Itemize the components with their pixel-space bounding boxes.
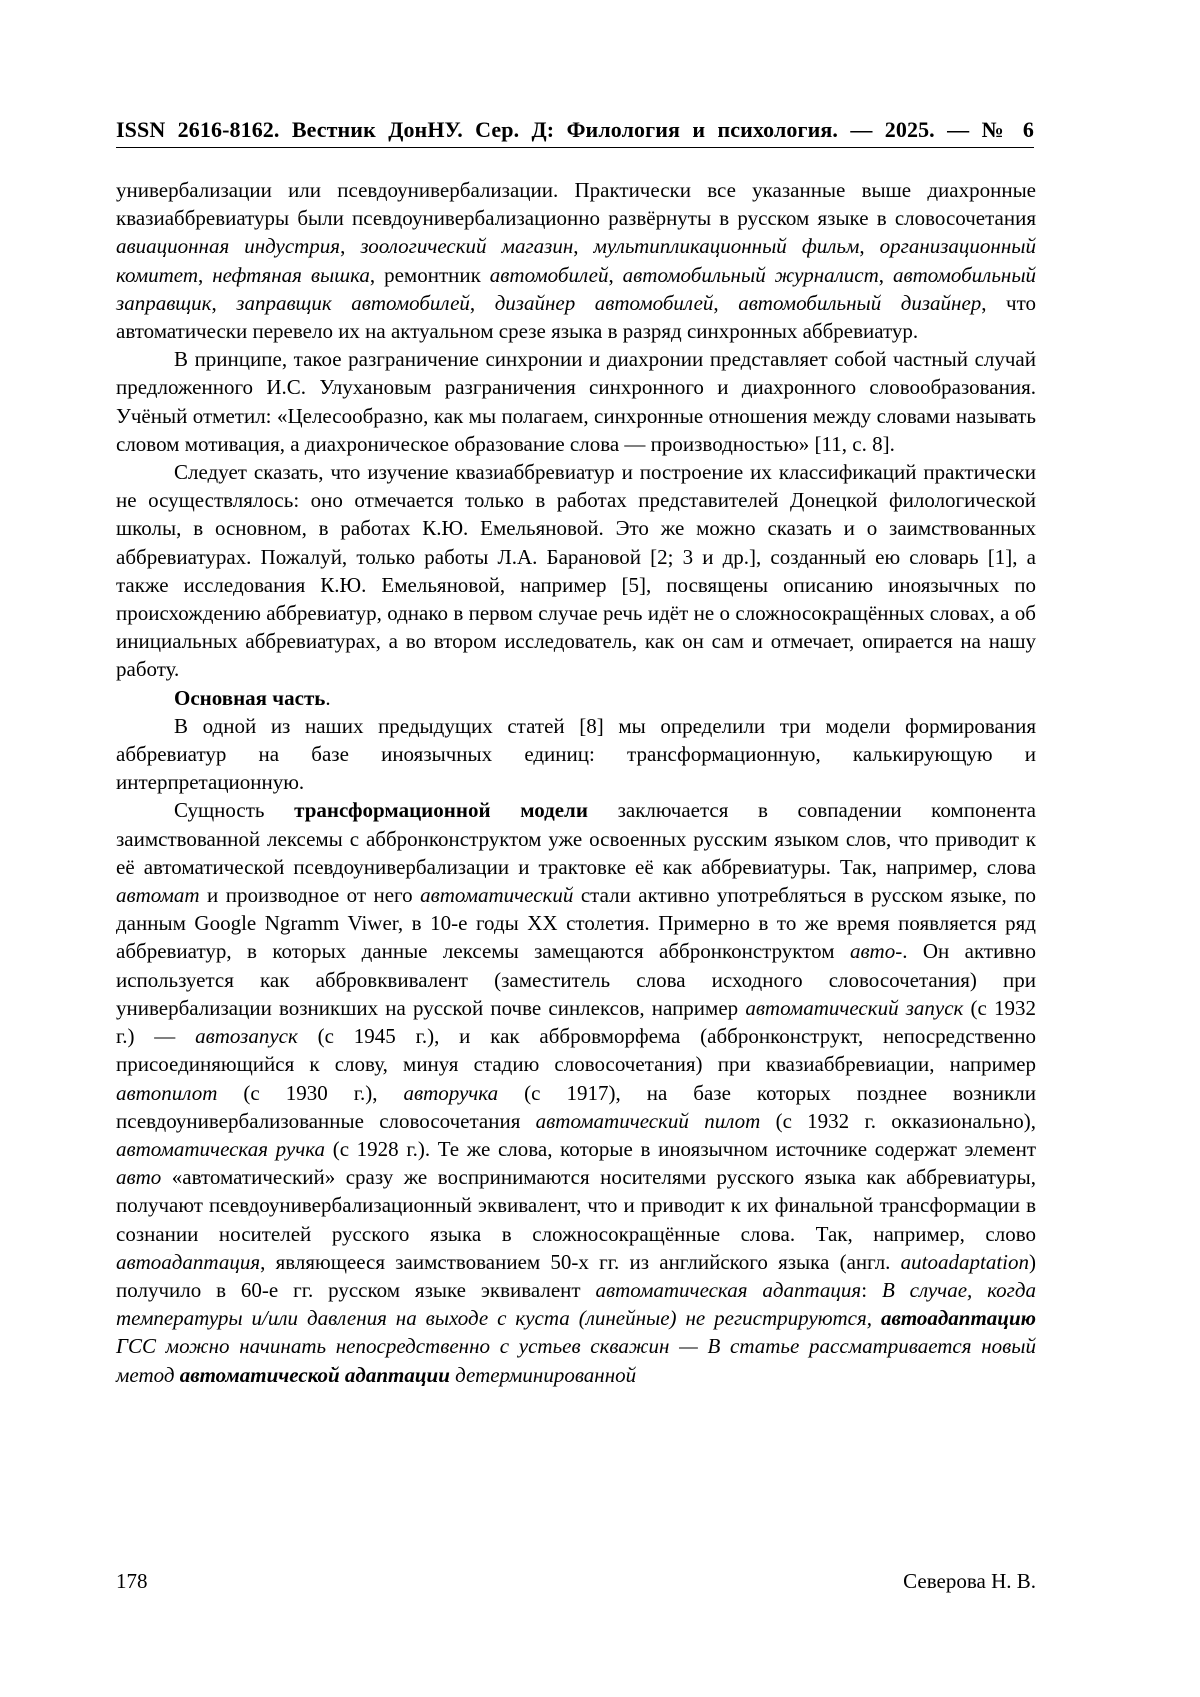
text-run: (с 1932 г. окказионально), bbox=[760, 1108, 1036, 1133]
text-run: стали активно употребляться в русском языке, по данным Google Ngramm Viwer, в 10-е годы XX столетия. Примерно в то же время появляется ряд аббревиатур, в которых данные лексемы замещаются аббронконструктом bbox=[116, 883, 1037, 964]
text-run: . bbox=[325, 685, 331, 710]
text-run: ) получило в 60-е гг. русском языке эквивалент bbox=[116, 1249, 1036, 1302]
italic-term: авто bbox=[116, 1165, 162, 1190]
text-run: , ремонтник bbox=[369, 262, 490, 287]
text-run: , bbox=[878, 262, 894, 287]
page-number: 178 bbox=[116, 1569, 148, 1593]
text-run: заключается в совпадении компонента заимствованной лексемы с аббронконструктом уже освоенных русским языком слов, что приводит к её автоматической псевдоунивербализации и трактовке её как аббревиатуры. Так, например, слова bbox=[116, 798, 1036, 879]
text-run: (с 1917), на базе которых позднее возникли псевдоунивербализованные словосочетания bbox=[116, 1080, 1036, 1133]
italic-term: автомобильный журналист bbox=[622, 262, 879, 287]
italic-term: автоадаптация bbox=[116, 1249, 261, 1274]
text-run: , bbox=[469, 290, 495, 315]
italic-term: автомобилей bbox=[489, 262, 609, 287]
section-heading bbox=[116, 684, 1036, 712]
text-run: «автоматический» сразу же воспринимаются носителями русского языка как аббревиатуры, получают псевдоунивербализационный эквивалент, что и приводит к их финальной трансформации в сознании носителей русского языка в сложносокращённые слова. Так, например, слово bbox=[116, 1165, 1036, 1246]
italic-term: детерминированной bbox=[449, 1362, 637, 1387]
text-run: , bbox=[211, 290, 237, 315]
text-run: , что автоматически перевело их на актуальном срезе языка в разряд синхронных аббревиатур. bbox=[116, 290, 1037, 344]
text-run: , являющееся заимствованием 50-х гг. из английского языка (англ. bbox=[260, 1249, 901, 1274]
italic-term: авиационная индустрия bbox=[116, 234, 341, 259]
italic-term: В случае, когда температуры и/или давления на выходе с куста (линейные) не регистрируются, bbox=[116, 1277, 1036, 1331]
text-run: , bbox=[608, 262, 623, 287]
italic-term: автозапуск bbox=[195, 1024, 298, 1049]
text-run: В одной из наших предыдущих статей [8] мы определили три модели формирования аббревиатур на базе иноязычных единиц: трансформационную, калькирующую и интерпретационную. bbox=[116, 713, 1036, 795]
italic-term: нефтяная вышка bbox=[212, 262, 370, 287]
italic-term: автоматический пилот bbox=[535, 1108, 761, 1133]
text-run: (с 1945 г.), и как аббровморфема (аббронконструкт, непосредственно присоединяющийся к слову, минуя стадию словосочетания) при квазиаббревиации, например bbox=[116, 1024, 1036, 1077]
text-run: , bbox=[198, 262, 213, 287]
text-run: , bbox=[340, 234, 361, 259]
text-run: В принципе, такое разграничение синхронии и диахронии представляет собой частный случай предложенного И.С. Улухановым разграничения синхронного и диахронного словообразования. Учёный отметил: «Целесообразно, как мы полагаем, синхронные отношения между словами называть словом мотивация, а диахроническое образование слова — производностью» [11, с. 8]. bbox=[116, 347, 1036, 456]
paragraph bbox=[116, 712, 1036, 797]
italic-term: автомобильный дизайнер bbox=[738, 290, 982, 315]
text-run: , bbox=[573, 234, 594, 259]
author-name: Северова Н. В. bbox=[903, 1569, 1036, 1593]
text-run: , bbox=[859, 234, 880, 259]
bold-term: Основная часть bbox=[174, 685, 326, 710]
text-run: и производное от него bbox=[199, 883, 421, 908]
italic-term: автоматический запуск bbox=[745, 995, 964, 1020]
italic-term: автоматический bbox=[420, 883, 574, 908]
paragraph bbox=[116, 176, 1036, 345]
text-run: (с 1930 г.), bbox=[217, 1080, 404, 1105]
text-run: Следует сказать, что изучение квазиаббревиатур и построение их классификаций практически не осуществлялось: оно отмечается только в работах представителей Донецкой филологической школы, в основном, в работах К.Ю. Емельяновой. Это же можно сказать и о заимствованных аббревиатурах. Пожалуй, только работы Л.А. Барановой [2; 3 и др.], созданный ею словарь [1], а также исследования К.Ю. Емельяновой, например [5], посвящены описанию иноязычных по происхождению аббревиатур, однако в первом случае речь идёт не о сложносокращённых словах, а об инициальных аббревиатурах, а во втором исследователь, как он сам и отмечает, опирается на нашу работу. bbox=[116, 460, 1036, 682]
text-run: (с 1928 г.). Те же слова, которые в иноязычном источнике содержат элемент bbox=[325, 1136, 1037, 1161]
italic-term: автоматическая адаптация bbox=[595, 1277, 862, 1302]
italic-term: авторучка bbox=[403, 1080, 499, 1105]
italic-term: автомобильный заправщик bbox=[116, 262, 1037, 315]
running-header: ISSN 2616-8162. Вестник ДонНУ. Сер. Д: Филология и психология. — 2025. — № 6 bbox=[116, 116, 1034, 148]
page-footer bbox=[116, 1567, 1036, 1595]
text-run: универбализации или псевдоунивербализации. Практически все указанные выше диахронные квазиаббревиатуры были псевдоунивербализационно развёрнуты в русском языке в словосочетания bbox=[116, 178, 1036, 231]
italic-term: автоматическая ручка bbox=[116, 1136, 326, 1161]
text-run: , bbox=[713, 290, 739, 315]
italic-term: дизайнер автомобилей bbox=[494, 290, 714, 315]
paragraph bbox=[116, 458, 1036, 684]
italic-term: зоологический магазин bbox=[360, 234, 574, 259]
text-run: (с 1932 г.) — bbox=[116, 995, 1036, 1049]
bold-term: трансформационной модели bbox=[294, 798, 588, 823]
italic-term: авто- bbox=[849, 939, 903, 964]
paragraph bbox=[116, 345, 1036, 458]
italic-term: автомат bbox=[116, 883, 200, 908]
italic-term: заправщик автомобилей bbox=[236, 290, 470, 315]
article-body bbox=[116, 176, 1036, 1389]
italic-term: мультипликационный фильм bbox=[593, 234, 860, 259]
bold-term: автоадаптацию bbox=[880, 1306, 1036, 1331]
italic-term: организационный комитет bbox=[116, 234, 1036, 287]
paragraph bbox=[116, 796, 1036, 1388]
text-run: Сущность bbox=[174, 798, 295, 823]
text-run: . Он активно используется как аббровквивалент (заместитель слова исходного словосочетания) при универбализации возникших на русской почве синлексов, например bbox=[116, 939, 1036, 1020]
italic-term: autoadaptation bbox=[900, 1249, 1029, 1274]
italic-term: ГСС можно начинать непосредственно с устьев скважин — В статье рассматривается новый метод bbox=[116, 1334, 1036, 1387]
italic-term: автопилот bbox=[116, 1080, 218, 1105]
text-run: : bbox=[861, 1277, 882, 1302]
bold-term: автоматической адаптации bbox=[179, 1362, 450, 1387]
